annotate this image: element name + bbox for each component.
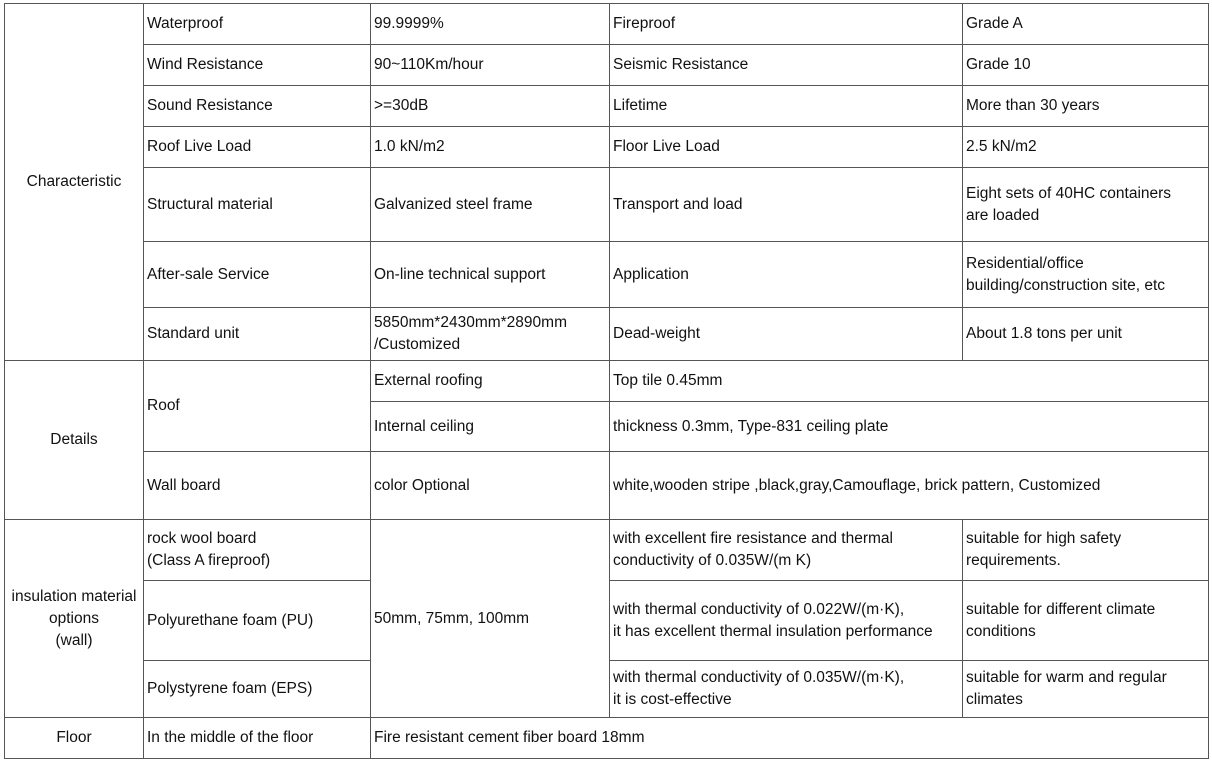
cell: Fireproof: [610, 4, 963, 45]
table-row: [5, 718, 1209, 759]
table-row: [5, 520, 1209, 581]
cell: After-sale Service: [144, 242, 371, 308]
cell: Structural material: [144, 168, 371, 242]
section-label-insulation: insulation material options (wall): [5, 520, 144, 718]
cell: Galvanized steel frame: [371, 168, 610, 242]
cell: Polystyrene foam (EPS): [144, 661, 371, 718]
cell: Lifetime: [610, 86, 963, 127]
cell: thickness 0.3mm, Type-831 ceiling plate: [610, 402, 1209, 452]
cell: 1.0 kN/m2: [371, 127, 610, 168]
cell: Fire resistant cement fiber board 18mm: [371, 718, 1209, 759]
cell: suitable for different climate conditions: [963, 581, 1209, 661]
roof-label: Roof: [144, 361, 371, 452]
cell: About 1.8 tons per unit: [963, 308, 1209, 361]
cell: Floor Live Load: [610, 127, 963, 168]
cell: Top tile 0.45mm: [610, 361, 1209, 402]
cell: In the middle of the floor: [144, 718, 371, 759]
cell: Sound Resistance: [144, 86, 371, 127]
cell: suitable for warm and regular climates: [963, 661, 1209, 718]
table-row: [5, 361, 1209, 402]
cell: 2.5 kN/m2: [963, 127, 1209, 168]
cell: Waterproof: [144, 4, 371, 45]
cell: 99.9999%: [371, 4, 610, 45]
table-row: [5, 4, 1209, 45]
section-label-characteristic: Characteristic: [5, 4, 144, 361]
table-row: [5, 86, 1209, 127]
section-label-floor: Floor: [5, 718, 144, 759]
table-row: [5, 45, 1209, 86]
section-label-details: Details: [5, 361, 144, 520]
cell: Transport and load: [610, 168, 963, 242]
cell: Grade A: [963, 4, 1209, 45]
cell: More than 30 years: [963, 86, 1209, 127]
cell: >=30dB: [371, 86, 610, 127]
cell: with thermal conductivity of 0.035W/(m·K), it is cost-effective: [610, 661, 963, 718]
cell: Seismic Resistance: [610, 45, 963, 86]
cell: white,wooden stripe ,black,gray,Camouflage, brick pattern, Customized: [610, 452, 1209, 520]
cell: rock wool board (Class A fireproof): [144, 520, 371, 581]
insulation-thickness: 50mm, 75mm, 100mm: [371, 520, 610, 718]
cell: Standard unit: [144, 308, 371, 361]
table-row: [5, 308, 1209, 361]
table-row: [5, 242, 1209, 308]
spec-table: [4, 3, 1209, 759]
cell: 90~110Km/hour: [371, 45, 610, 86]
cell: Application: [610, 242, 963, 308]
cell: Eight sets of 40HC containers are loaded: [963, 168, 1209, 242]
cell: On-line technical support: [371, 242, 610, 308]
cell: Residential/office building/construction site, etc: [963, 242, 1209, 308]
cell: External roofing: [371, 361, 610, 402]
cell: Polyurethane foam (PU): [144, 581, 371, 661]
cell: with excellent fire resistance and thermal conductivity of 0.035W/(m K): [610, 520, 963, 581]
table-row: [5, 168, 1209, 242]
table-row: [5, 452, 1209, 520]
cell: color Optional: [371, 452, 610, 520]
cell: Internal ceiling: [371, 402, 610, 452]
cell: Grade 10: [963, 45, 1209, 86]
cell: Dead-weight: [610, 308, 963, 361]
cell: Roof Live Load: [144, 127, 371, 168]
cell: suitable for high safety requirements.: [963, 520, 1209, 581]
cell: Wind Resistance: [144, 45, 371, 86]
wall-label: Wall board: [144, 452, 371, 520]
table-row: [5, 127, 1209, 168]
cell: 5850mm*2430mm*2890mm /Customized: [371, 308, 610, 361]
cell: with thermal conductivity of 0.022W/(m·K), it has excellent thermal insulation performance: [610, 581, 963, 661]
